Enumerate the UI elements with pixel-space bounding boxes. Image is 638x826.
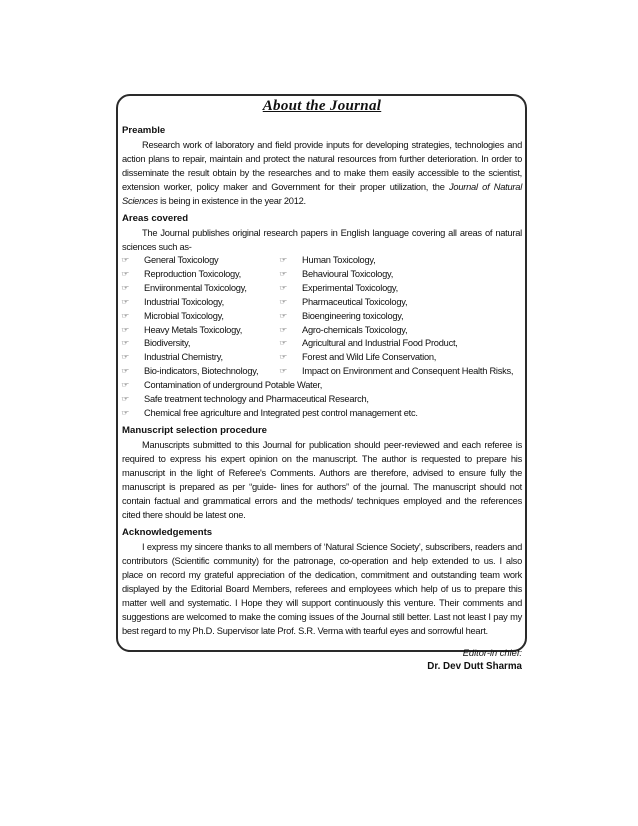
area-item bbox=[122, 407, 522, 421]
area-item-label: Bioengineering toxicology, bbox=[302, 310, 404, 321]
manuscript-heading: Manuscript selection procedure bbox=[122, 424, 268, 436]
area-item bbox=[280, 268, 393, 282]
area-item bbox=[280, 324, 407, 338]
area-item-label: Enviironmental Toxicology, bbox=[144, 282, 247, 293]
area-item-label: Experimental Toxicology, bbox=[302, 282, 398, 293]
areas-intro: The Journal publishes original research papers in English language covering all areas of natural sciences such as- bbox=[122, 228, 522, 252]
pointing-hand-icon: ☞ bbox=[121, 382, 129, 390]
pointing-hand-icon: ☞ bbox=[121, 368, 129, 376]
area-item-label: Industrial Chemistry, bbox=[144, 352, 223, 363]
area-item bbox=[122, 365, 280, 379]
pointing-hand-icon: ☞ bbox=[279, 354, 287, 362]
area-item-label: Forest and Wild Life Conservation, bbox=[302, 352, 437, 363]
area-row bbox=[122, 365, 522, 379]
area-row bbox=[122, 296, 522, 310]
area-row bbox=[122, 324, 522, 338]
pointing-hand-icon: ☞ bbox=[121, 312, 129, 320]
area-row bbox=[122, 310, 522, 324]
preamble-text: Research work of laboratory and field provide inputs for developing strategies, technologies and action plans to repair, maintain and protect the natural resources from further deterioration. In order to disseminate the result obtain by the researches and to make them easily accessible to the scientist, extension worker, policy maker and Government for their proper utilization, the Journal of Natural Sciences is being in existence in the year 2012. bbox=[122, 140, 523, 206]
area-item-label: Microbial Toxicology, bbox=[144, 310, 224, 321]
pointing-hand-icon: ☞ bbox=[121, 340, 129, 348]
pointing-hand-icon: ☞ bbox=[121, 298, 129, 306]
area-item bbox=[280, 310, 403, 324]
area-item bbox=[122, 310, 280, 324]
area-item bbox=[122, 379, 522, 393]
preamble-heading: Preamble bbox=[122, 125, 166, 136]
editor-role: Editor-in chief: bbox=[462, 647, 522, 658]
area-item bbox=[280, 351, 436, 365]
pointing-hand-icon: ☞ bbox=[121, 284, 129, 292]
area-item bbox=[122, 296, 280, 310]
area-item-label: Pharmaceutical Toxicology, bbox=[302, 296, 408, 307]
area-item-label: Heavy Metals Toxicology, bbox=[144, 324, 243, 335]
area-item-label: Reproduction Toxicology, bbox=[144, 268, 242, 279]
area-item bbox=[122, 268, 280, 282]
page-title: About the Journal bbox=[262, 98, 382, 114]
editor-name: Dr. Dev Dutt Sharma bbox=[427, 660, 522, 672]
area-item bbox=[280, 254, 375, 268]
area-row bbox=[122, 282, 522, 296]
area-item-label: General Toxicology bbox=[144, 255, 219, 265]
area-item bbox=[280, 296, 407, 310]
manuscript-text: Manuscripts submitted to this Journal for publication should peer-reviewed and each referee is required to express his expert opinion on the manuscript. The author is requested to prepare his manuscript in the light of Referee's Comments. Authors are therefore, advised to ensure fully the manuscript is prepared as per “guide- lines for authors” of the journal. The manuscript should not contain factual and grammatical errors and the methods/ techniques employed and the references cited there should be latest one. bbox=[122, 439, 522, 520]
pointing-hand-icon: ☞ bbox=[121, 326, 129, 334]
pointing-hand-icon: ☞ bbox=[121, 270, 129, 278]
pointing-hand-icon: ☞ bbox=[279, 270, 287, 278]
area-item-label: Contamination of underground Potable Water, bbox=[144, 380, 323, 391]
area-item-label: Agricultural and Industrial Food Product, bbox=[302, 338, 458, 349]
pointing-hand-icon: ☞ bbox=[121, 409, 129, 417]
pointing-hand-icon: ☞ bbox=[279, 368, 287, 376]
pointing-hand-icon: ☞ bbox=[279, 326, 287, 334]
pointing-hand-icon: ☞ bbox=[121, 354, 129, 362]
area-item-label: Bio-indicators, Biotechnology, bbox=[144, 366, 259, 377]
pointing-hand-icon: ☞ bbox=[279, 257, 287, 264]
acknowledgements-heading: Acknowledgements bbox=[122, 526, 213, 538]
areas-heading: Areas covered bbox=[122, 213, 189, 224]
area-row bbox=[122, 254, 522, 268]
area-row bbox=[122, 337, 522, 351]
area-item-label: Industrial Toxicology, bbox=[144, 296, 224, 307]
area-item bbox=[280, 282, 398, 296]
pointing-hand-icon: ☞ bbox=[279, 284, 287, 292]
area-item-label: Human Toxicology, bbox=[302, 255, 376, 265]
area-row bbox=[122, 351, 522, 365]
areas-list bbox=[122, 254, 522, 421]
pointing-hand-icon: ☞ bbox=[279, 340, 287, 348]
area-item-label: Agro-chemicals Toxicology, bbox=[302, 324, 408, 335]
pointing-hand-icon: ☞ bbox=[279, 298, 287, 306]
area-item bbox=[122, 282, 280, 296]
area-item-label: Chemical free agriculture and Integrated pest control management etc. bbox=[144, 407, 418, 418]
pointing-hand-icon: ☞ bbox=[121, 257, 129, 264]
area-item bbox=[122, 254, 280, 268]
area-item bbox=[122, 324, 280, 338]
pointing-hand-icon: ☞ bbox=[279, 312, 287, 320]
area-item-label: Behavioural Toxicology, bbox=[302, 268, 394, 279]
area-item bbox=[280, 365, 513, 379]
pointing-hand-icon: ☞ bbox=[121, 396, 129, 404]
area-item-label: Biodiversity, bbox=[144, 338, 191, 349]
acknowledgements-text: I express my sincere thanks to all members of ‘Natural Science Society’, subscribers, readers and contributors (Scientific community) for the patronage, co-operation and help extended to us. I also place on record my grateful appreciation of the dedication, commitment and outstanding team work displayed by the Editorial Board Members, referees and employees which help of us to prepare this matter well and systematic. I Hope they will support continuously this venture. Their comments and suggestions are welcomed to make the coming issues of the Journal still better. Last not least I pay my best regard to my Ph.D. Supervisor late Prof. S.R. Verma with tearful eyes and sorrowful heart. bbox=[122, 541, 522, 636]
area-item bbox=[122, 337, 280, 351]
journal-info-content bbox=[122, 98, 522, 674]
area-item-label: Safe treatment technology and Pharmaceutical Research, bbox=[144, 394, 369, 405]
area-item bbox=[122, 351, 280, 365]
area-item bbox=[122, 393, 522, 407]
area-row bbox=[122, 268, 522, 282]
area-item-label: Impact on Environment and Consequent Health Risks, bbox=[302, 366, 514, 377]
area-item bbox=[280, 337, 458, 351]
